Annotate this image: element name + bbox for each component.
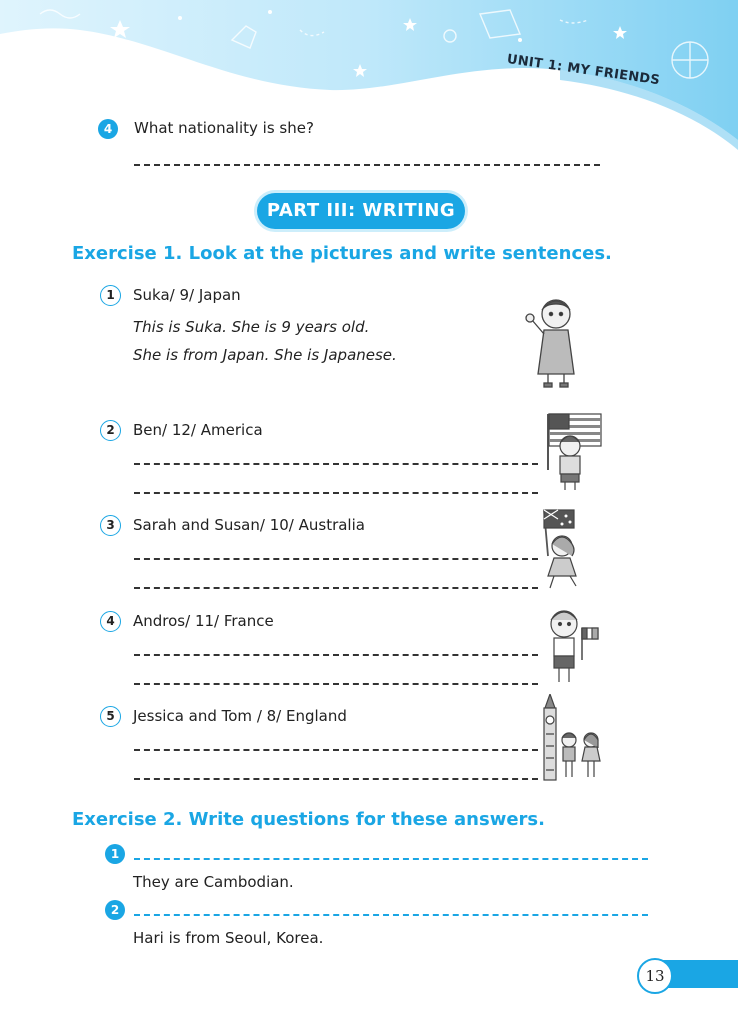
answer-line[interactable] xyxy=(134,463,538,465)
exercise-2-heading: Exercise 2. Write questions for these answers. xyxy=(72,809,545,830)
unit-title: UNIT 1: MY FRIENDS xyxy=(505,52,661,89)
girl-japanese-illustration xyxy=(518,292,584,392)
item-number-badge: 5 xyxy=(100,706,121,727)
girl-australian-flag-illustration xyxy=(540,506,580,592)
item-prompt: Ben/ 12/ America xyxy=(133,421,263,439)
question-answer-line[interactable] xyxy=(134,914,648,916)
item-number-badge: 2 xyxy=(100,420,121,441)
page-number: 13 xyxy=(637,958,673,994)
example-answer-line2: She is from Japan. She is Japanese. xyxy=(133,346,397,364)
given-answer: They are Cambodian. xyxy=(133,873,294,891)
item-prompt: Sarah and Susan/ 10/ Australia xyxy=(133,516,365,534)
part-title: PART III: WRITING xyxy=(257,193,465,229)
given-answer: Hari is from Seoul, Korea. xyxy=(133,929,324,947)
question-text: What nationality is she? xyxy=(134,119,314,137)
item-number-badge: 1 xyxy=(100,285,121,306)
item-number-badge: 1 xyxy=(105,844,125,864)
boy-french-flag-illustration xyxy=(542,604,602,690)
question-answer-line[interactable] xyxy=(134,858,648,860)
exercise-1-heading: Exercise 1. Look at the pictures and write sentences. xyxy=(72,243,612,264)
boy-american-flag-illustration xyxy=(540,410,604,494)
big-ben-children-illustration xyxy=(540,694,606,782)
question-number-badge: 4 xyxy=(98,119,118,139)
item-number-badge: 2 xyxy=(105,900,125,920)
item-prompt: Suka/ 9/ Japan xyxy=(133,286,241,304)
answer-line[interactable] xyxy=(134,778,538,780)
example-answer-line1: This is Suka. She is 9 years old. xyxy=(133,318,370,336)
item-prompt: Andros/ 11/ France xyxy=(133,612,274,630)
answer-line[interactable] xyxy=(134,749,538,751)
answer-line[interactable] xyxy=(134,558,538,560)
item-number-badge: 3 xyxy=(100,515,121,536)
answer-line[interactable] xyxy=(134,587,538,589)
answer-line[interactable] xyxy=(134,683,538,685)
answer-line[interactable] xyxy=(134,164,600,166)
item-prompt: Jessica and Tom / 8/ England xyxy=(133,707,347,725)
item-number-badge: 4 xyxy=(100,611,121,632)
answer-line[interactable] xyxy=(134,492,538,494)
answer-line[interactable] xyxy=(134,654,538,656)
